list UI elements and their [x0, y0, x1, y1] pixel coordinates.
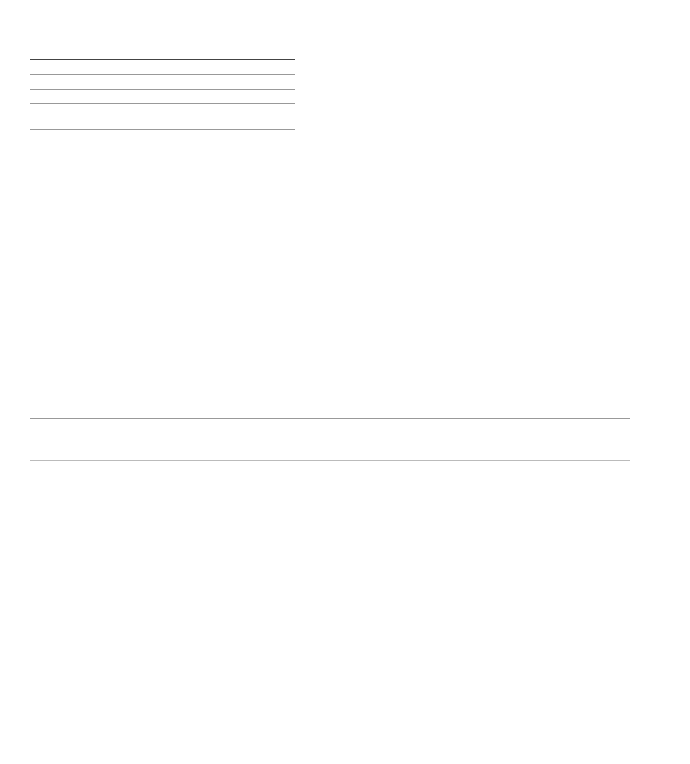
- header-rule: [30, 460, 630, 461]
- kv-row-utop: [30, 89, 295, 104]
- kv-row-rig: [30, 75, 295, 90]
- kv-row-top: [30, 115, 295, 130]
- kv-row-og: [30, 60, 295, 75]
- kv-row-sales: [30, 45, 295, 60]
- section-separator: [30, 418, 630, 419]
- kv-row-top-bps: [30, 130, 295, 144]
